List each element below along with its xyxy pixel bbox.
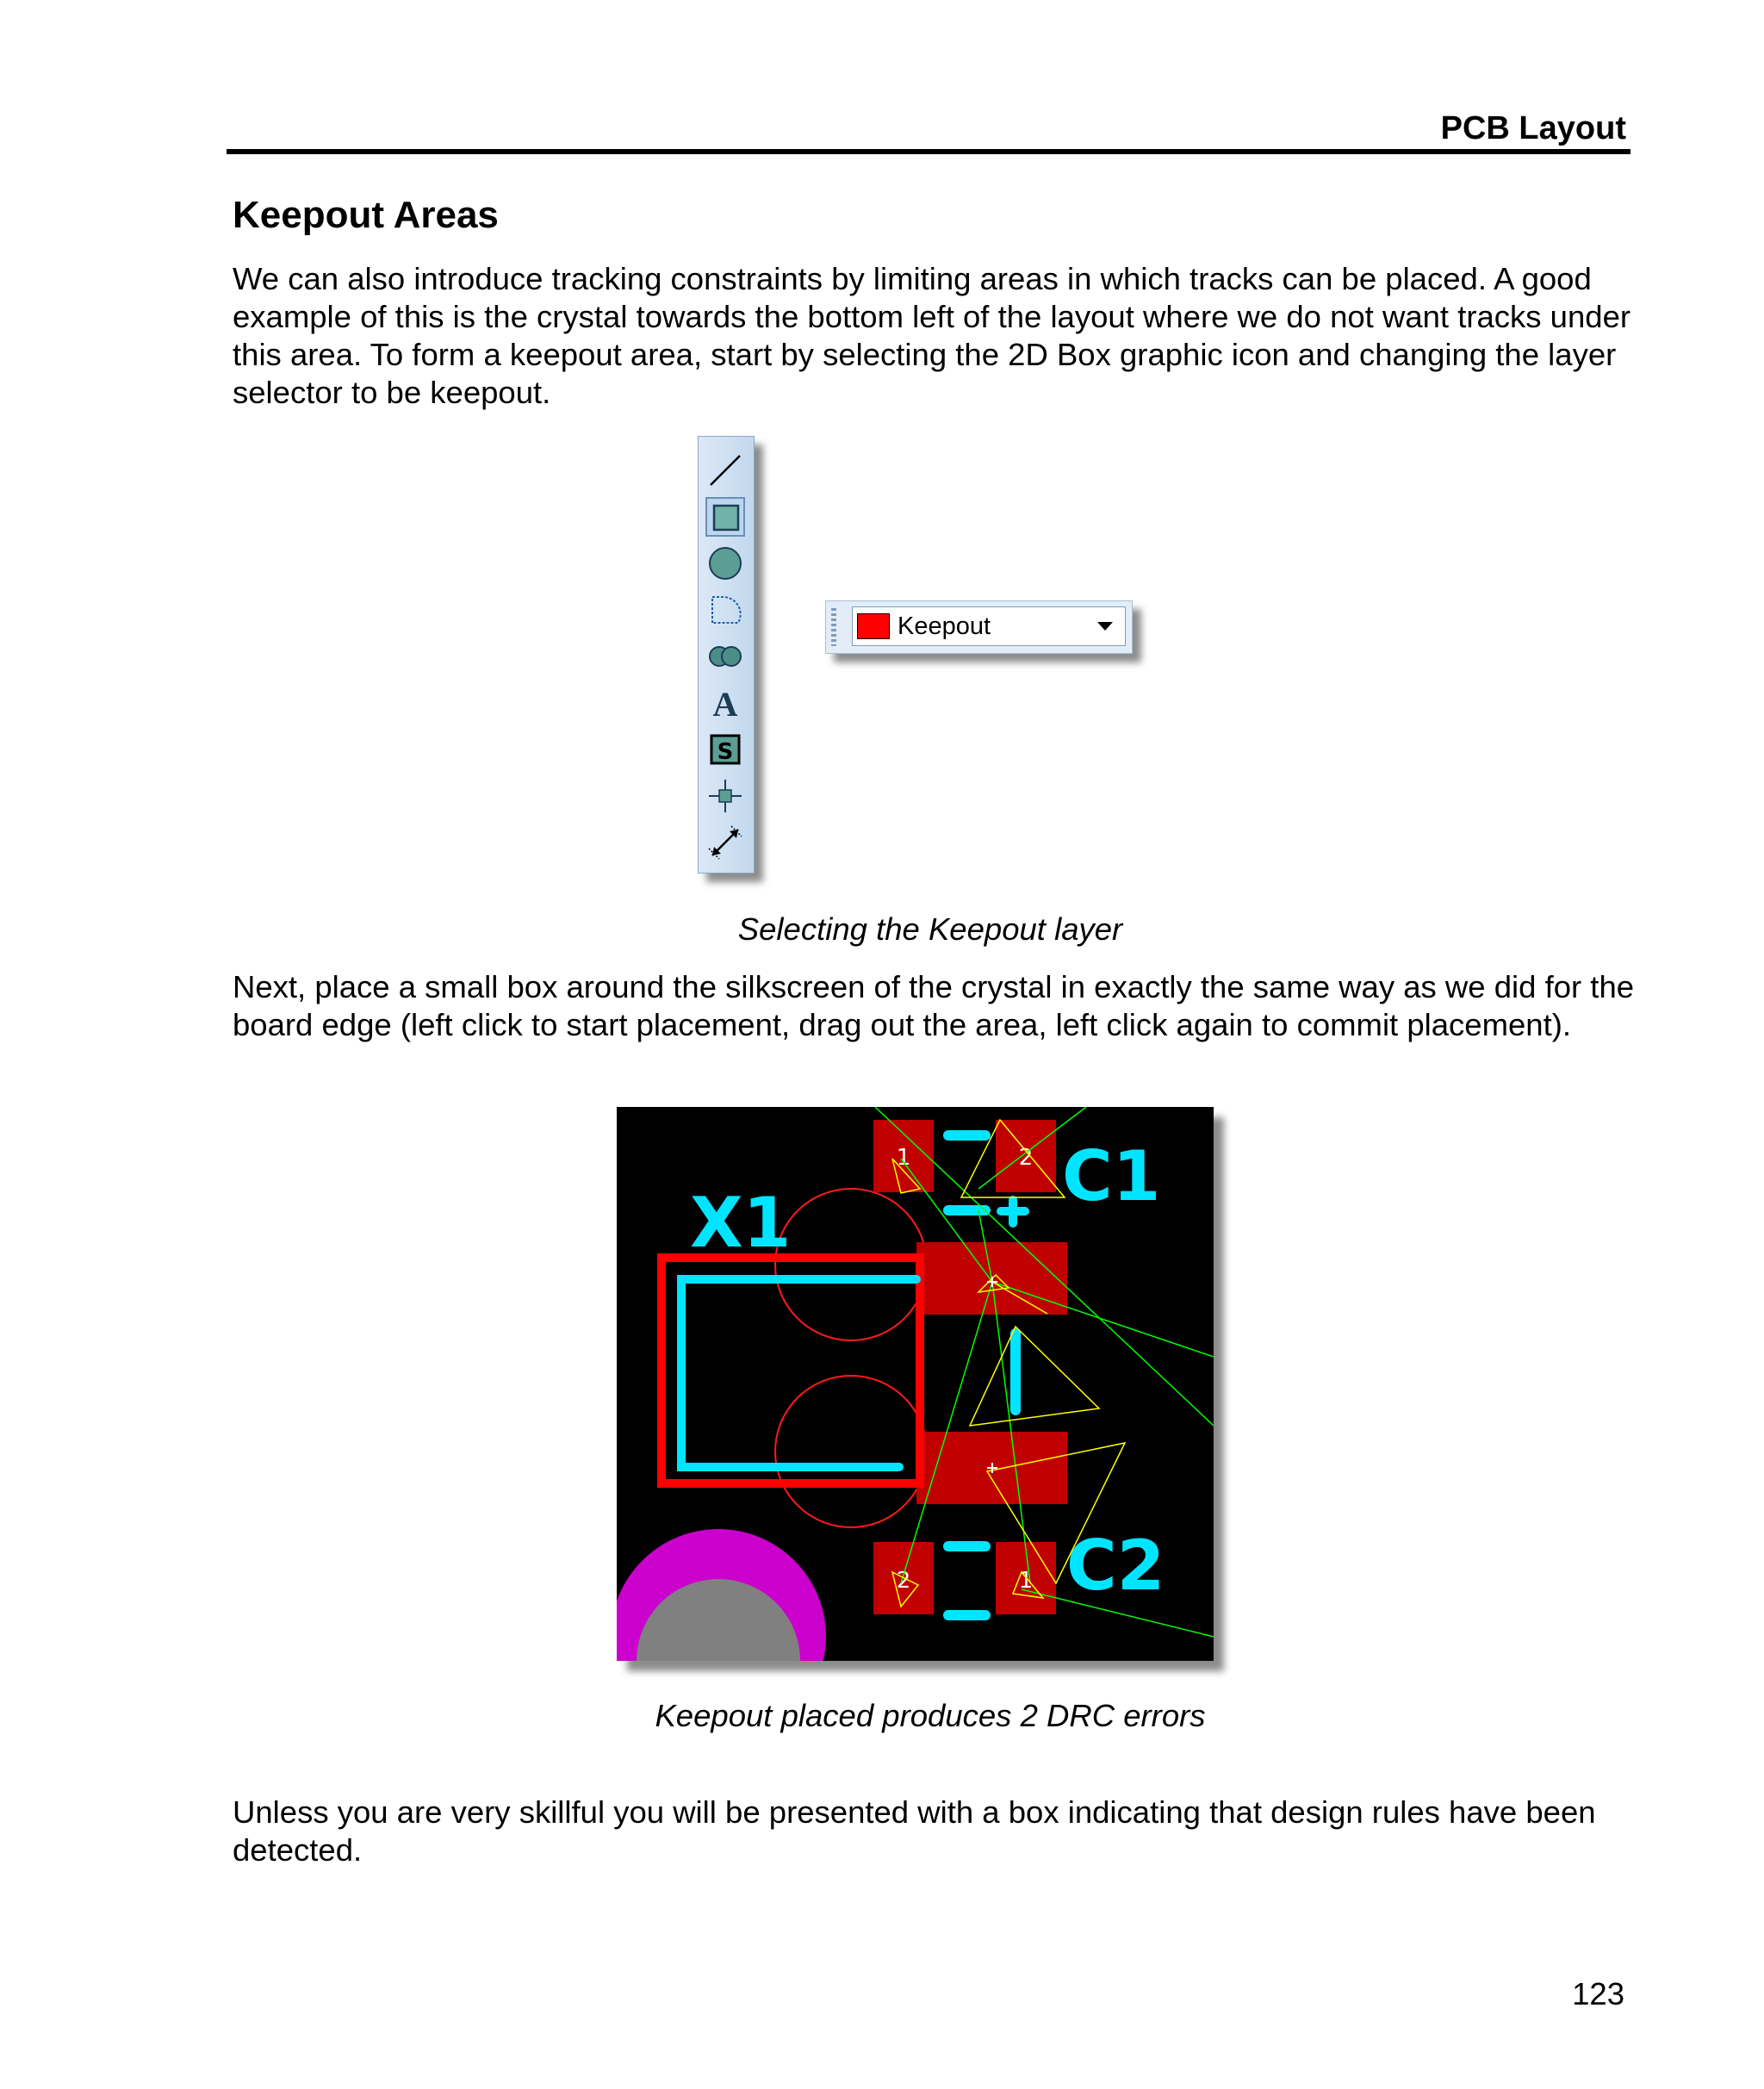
crystal-pad-outlines [775, 1189, 927, 1527]
marker-icon[interactable] [705, 776, 745, 816]
layer-selector-dropdown[interactable] [852, 606, 1126, 646]
mounting-hole [617, 1529, 826, 1661]
dimension-icon[interactable] [705, 823, 745, 862]
layer-selector-toolbar [825, 600, 1133, 654]
keepout-area [662, 1258, 920, 1483]
intro-paragraph: We can also introduce tracking constraints by limiting areas in which tracks can be placed. A good example of this is the crystal towards the bottom left of the layout where we do not want tracks under this area. To form a keepout area, start by selecting the 2D Box graphic icon and changing the layer selector to be keepout. [233, 261, 1631, 410]
placement-paragraph: Next, place a small box around the silkscreen of the crystal in exactly the same way as we did for the board edge (left click to start placement, drag out the area, left click again to commit placement). [233, 969, 1635, 1042]
layer-selector-value: Keepout [898, 612, 991, 640]
graphics-toolbar [698, 436, 755, 874]
component-designators [690, 1136, 1165, 1606]
figure-caption-drc-errors: Keepout placed produces 2 DRC errors [655, 1698, 1206, 1733]
pin-number: 2 [1018, 1145, 1034, 1171]
text-icon[interactable] [705, 683, 745, 723]
pin-number: 1 [896, 1145, 911, 1171]
svg-text:S: S [717, 739, 734, 765]
label-c2: C2 [1066, 1526, 1165, 1606]
box-icon[interactable] [705, 497, 745, 537]
drc-paragraph: Unless you are very skillful you will be presented with a box indicating that design rules have been detected. [233, 1794, 1596, 1868]
label-x1: X1 [690, 1183, 792, 1263]
label-c1: C1 [1062, 1136, 1161, 1216]
figure-caption-keepout-layer: Selecting the Keepout layer [737, 911, 1123, 947]
symbol-icon[interactable] [705, 730, 745, 769]
component-pads [873, 1120, 1067, 1614]
arc-icon[interactable] [705, 590, 745, 630]
chevron-down-icon[interactable] [1097, 622, 1113, 631]
header-rule [227, 149, 1630, 154]
layer-color-swatch [857, 613, 890, 639]
circle-icon[interactable] [705, 544, 745, 583]
pin-number: 2 [896, 1568, 911, 1594]
line-icon[interactable] [705, 451, 745, 490]
svg-text:A: A [712, 685, 738, 723]
path-icon[interactable] [705, 637, 745, 676]
toolbar-grip[interactable] [831, 608, 836, 646]
running-header-title: PCB Layout [1440, 110, 1626, 146]
pcb-layout-view [617, 1107, 1214, 1661]
page-number: 123 [1572, 1976, 1624, 2011]
section-heading: Keepout Areas [233, 194, 499, 236]
pin-number: 1 [1018, 1568, 1034, 1594]
